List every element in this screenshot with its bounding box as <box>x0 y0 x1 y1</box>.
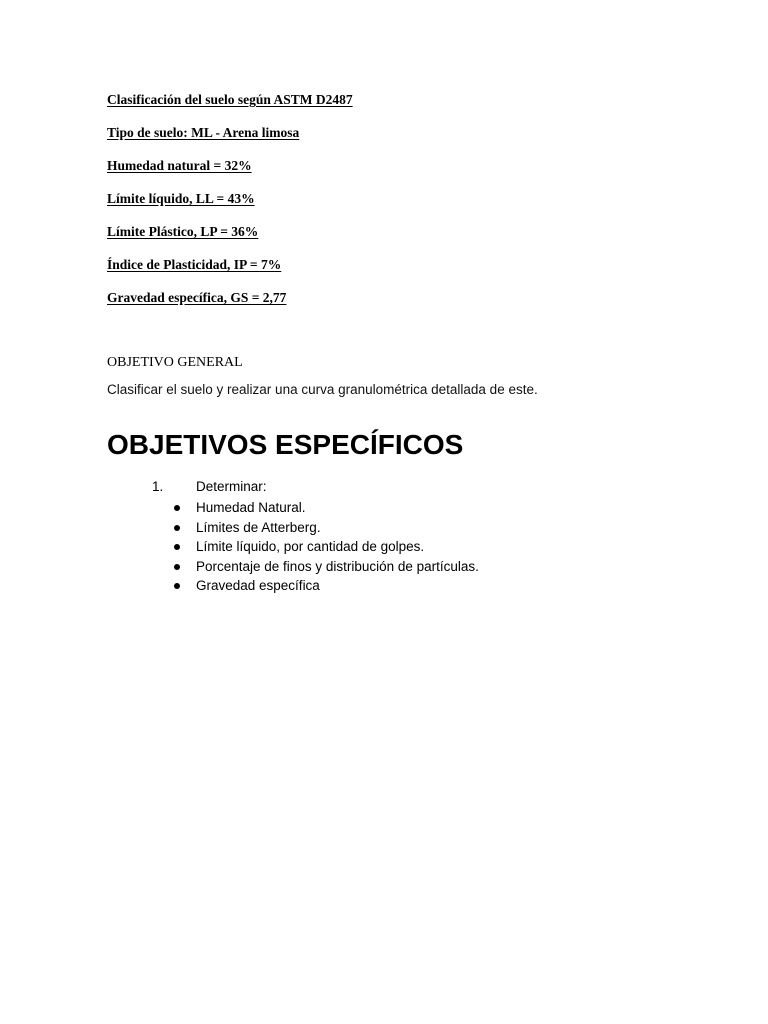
list-item-number: 1. <box>152 479 164 494</box>
specific-objectives-list <box>174 498 479 596</box>
list-item-text: Gravedad específica <box>196 578 320 593</box>
specific-gravity-line: Gravedad específica, GS = 2,77 <box>107 290 287 305</box>
list-item <box>174 557 479 577</box>
general-objective-title: OBJETIVO GENERAL <box>107 355 243 370</box>
plastic-limit-line: Límite Plástico, LP = 36% <box>107 224 259 239</box>
list-item <box>174 518 479 538</box>
soil-type-line: Tipo de suelo: ML - Arena limosa <box>107 125 300 140</box>
bullet-icon <box>174 583 180 589</box>
bullet-icon <box>174 505 180 511</box>
list-item-text: Límite líquido, por cantidad de golpes. <box>196 539 425 554</box>
liquid-limit-line: Límite líquido, LL = 43% <box>107 191 255 206</box>
list-item <box>174 576 479 596</box>
classification-line: Clasificación del suelo según ASTM D2487 <box>107 92 353 107</box>
natural-moisture-line: Humedad natural = 32% <box>107 158 252 173</box>
plasticity-index-line: Índice de Plasticidad, IP = 7% <box>107 257 282 272</box>
list-item-text: Límites de Atterberg. <box>196 519 321 535</box>
general-objective-text: Clasificar el suelo y realizar una curva granulométrica detallada de este. <box>107 382 538 397</box>
list-item-text: Humedad Natural. <box>196 500 306 515</box>
bullet-icon <box>174 525 180 531</box>
list-item-text: Porcentaje de finos y distribución de partículas. <box>196 558 479 574</box>
specific-objectives-heading: OBJETIVOS ESPECÍFICOS <box>107 429 464 460</box>
bullet-icon <box>174 564 180 570</box>
list-item <box>174 498 479 518</box>
list-item-label: Determinar: <box>196 479 267 494</box>
list-item <box>174 537 479 557</box>
bullet-icon <box>174 544 180 550</box>
